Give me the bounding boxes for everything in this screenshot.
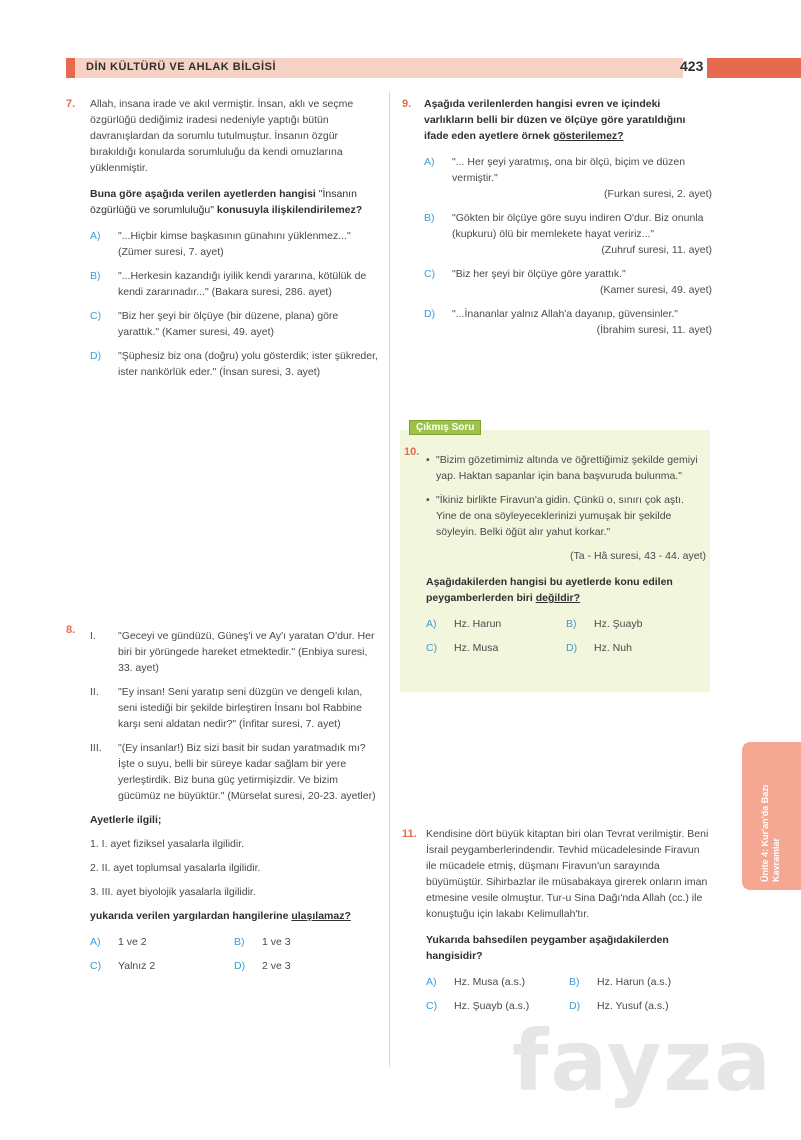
- question-7-prompt-quote: "İnsanın özgürlüğü ve sorumluluğu": [90, 188, 357, 216]
- question-8-item-2: [90, 684, 378, 732]
- question-8-number: 8.: [66, 624, 76, 636]
- question-8-options: [90, 934, 378, 974]
- question-8-option-d[interactable]: [234, 958, 378, 974]
- question-11-options: [426, 974, 712, 1014]
- option-letter: C): [426, 1000, 438, 1012]
- question-8-statement-3: 3. III. ayet biyolojik yasalarla ilgilidir.: [90, 886, 256, 898]
- question-11-option-d[interactable]: [569, 998, 712, 1014]
- question-9-prompt-underline: gösterilemez?: [552, 130, 624, 142]
- question-7-option-d[interactable]: [90, 348, 378, 380]
- question-8-item-3: [90, 740, 378, 804]
- unit-side-tab-label: Ünite 4: Kur'an'da Bazı Kavramlar: [760, 784, 781, 882]
- option-letter: C): [90, 960, 102, 972]
- option-letter: D): [424, 308, 436, 320]
- watermark: fayza: [512, 1012, 773, 1110]
- question-7-number: 7.: [66, 98, 76, 110]
- question-10-option-d[interactable]: [566, 640, 706, 656]
- option-letter: C): [424, 268, 436, 280]
- question-11-option-b[interactable]: [569, 974, 712, 990]
- option-text: Hz. Musa (a.s.): [454, 976, 526, 988]
- option-text: "...İnananlar yalnız Allah'a dayanıp, güvensinler.": [452, 308, 679, 320]
- item-text: "Geceyi ve gündüzü, Güneş'i ve Ay'ı yaratan O'dur. Her biri bir yörüngede hareket etmektedir." (Enbiya suresi, 33. ayet): [118, 630, 375, 674]
- question-7-option-b[interactable]: [90, 268, 378, 300]
- question-11: [426, 826, 712, 1014]
- option-reference: (Zuhruf suresi, 11. ayet): [601, 244, 712, 256]
- option-text: Hz. Şuayb: [594, 618, 643, 630]
- item-text: "(Ey insanlar!) Biz sizi basit bir sudan yaratmadık mı? İşte o suyu, belli bir süreye kadar sağlam bir yere yerleştirdik. Biz buna güç yetirmişizdir. Ve bizim gücümüz ne büyüktür." (Mürselat suresi, 20-23. ayetler): [118, 742, 376, 802]
- question-10-option-c[interactable]: [426, 640, 566, 656]
- question-8-prompt-underline: ulaşılamaz?: [291, 910, 351, 922]
- option-letter: A): [90, 936, 101, 948]
- option-text: 2 ve 3: [262, 960, 291, 972]
- option-letter: D): [566, 642, 578, 654]
- question-9-option-a[interactable]: [424, 154, 712, 202]
- option-letter: A): [90, 230, 101, 242]
- header-accent: [66, 58, 75, 78]
- option-letter: A): [426, 618, 437, 630]
- option-text: "Şüphesiz biz ona (doğru) yolu gösterdik; ister şükreder, ister nankörlük eder." (İnsan suresi, 3. ayet): [118, 350, 378, 378]
- option-reference: (Kamer suresi, 49. ayet): [599, 284, 712, 296]
- question-8-prompt: [90, 908, 378, 924]
- option-text: "... Her şeyi yaratmış, ona bir ölçü, biçim ve düzen vermiştir.": [452, 156, 686, 184]
- option-letter: D): [234, 960, 246, 972]
- option-letter: C): [426, 642, 438, 654]
- question-8: [90, 628, 378, 974]
- option-text: Hz. Şuayb (a.s.): [454, 1000, 530, 1012]
- option-text: "Biz her şeyi bir ölçüye (bir düzene, plana) göre yarattık." (Kamer suresi, 49. ayet): [118, 310, 339, 338]
- page-header-title: DİN KÜLTÜRÜ VE AHLAK BİLGİSİ: [86, 61, 276, 73]
- question-10: [426, 452, 706, 656]
- question-9-option-c[interactable]: [424, 266, 712, 298]
- question-7-option-a[interactable]: [90, 228, 378, 260]
- option-letter: D): [90, 350, 102, 362]
- question-10-reference: (Ta - Hâ suresi, 43 - 44. ayet): [570, 550, 706, 562]
- option-letter: A): [424, 156, 435, 168]
- question-7-option-c[interactable]: [90, 308, 378, 340]
- header-right-band: [707, 58, 801, 78]
- option-letter: B): [566, 618, 577, 630]
- option-text: Hz. Harun: [454, 618, 502, 630]
- question-11-number: 11.: [402, 828, 417, 840]
- option-letter: A): [426, 976, 437, 988]
- option-text: Hz. Yusuf (a.s.): [597, 1000, 669, 1012]
- item-number: II.: [90, 686, 99, 698]
- column-divider: [389, 92, 390, 1067]
- option-letter: D): [569, 1000, 581, 1012]
- question-8-option-a[interactable]: [90, 934, 234, 950]
- option-text: "Biz her şeyi bir ölçüye göre yarattık.": [452, 268, 626, 280]
- question-8-item-1: [90, 628, 378, 676]
- option-reference: (İbrahim suresi, 11. ayet): [596, 324, 712, 336]
- option-reference: (Furkan suresi, 2. ayet): [604, 188, 712, 200]
- question-9-option-d[interactable]: [424, 306, 712, 338]
- question-10-verse-1: • "Bizim gözetimimiz altında ve öğrettiğimiz şekilde gemiyi yap. Haktan sapanlar için bana başvuruda bulunma.": [426, 452, 706, 484]
- option-text: 1 ve 2: [118, 936, 147, 948]
- option-letter: B): [90, 270, 101, 282]
- question-9-option-b[interactable]: [424, 210, 712, 258]
- option-letter: B): [424, 212, 435, 224]
- page-number: 423: [680, 58, 704, 74]
- question-10-prompt-part1: Aşağıdakilerden hangisi bu ayetlerde konu edilen peygamberlerden biri: [426, 576, 673, 604]
- question-8-lead: Ayetlerle ilgili;: [90, 814, 162, 826]
- question-7-prompt-part1: Buna göre aşağıda verilen ayetlerden hangisi: [90, 188, 316, 200]
- question-10-option-b[interactable]: [566, 616, 706, 632]
- question-9-prompt: [424, 96, 712, 144]
- question-8-option-b[interactable]: [234, 934, 378, 950]
- question-7: [90, 96, 378, 388]
- option-text: Hz. Harun (a.s.): [597, 976, 672, 988]
- item-number: III.: [90, 742, 102, 754]
- option-text: 1 ve 3: [262, 936, 291, 948]
- question-8-statement-2: 2. II. ayet toplumsal yasalarla ilgilidir.: [90, 862, 261, 874]
- option-text: Hz. Nuh: [594, 642, 632, 654]
- option-text: "...Hiçbir kimse başkasının günahını yüklenmez..." (Zümer suresi, 7. ayet): [118, 230, 351, 258]
- question-10-number: 10.: [404, 446, 420, 458]
- question-10-options: [426, 616, 706, 656]
- item-text: "Ey insan! Seni yaratıp seni düzgün ve dengeli kılan, seni istediği bir şekilde birleştiren İnsanı bol Rabbine karşı seni aldatan nedir?" (İnfitar suresi, 7. ayet): [118, 686, 363, 730]
- option-text: "...Herkesin kazandığı iyilik kendi yararına, kötülük de kendi zararınadır..." (Bakara suresi, 286. ayet): [118, 270, 367, 298]
- question-10-prompt: [426, 574, 706, 606]
- question-8-statement-1: 1. I. ayet fiziksel yasalarla ilgilidir.: [90, 838, 245, 850]
- question-11-option-a[interactable]: [426, 974, 569, 990]
- question-8-option-c[interactable]: [90, 958, 234, 974]
- option-text: Yalnız 2: [118, 960, 156, 972]
- question-11-prompt: Yukarıda bahsedilen peygamber aşağıdakilerden hangisidir?: [426, 934, 669, 962]
- question-8-prompt-part1: yukarıda verilen yargılardan hangilerine: [90, 910, 289, 922]
- question-9: [424, 96, 712, 346]
- question-10-prompt-underline: değildir?: [535, 592, 581, 604]
- question-9-prompt-part1: Aşağıda verilenlerden hangisi evren ve içindeki varlıkların belli bir düzen ve ölçüye göre yaratıldığını ifade eden ayetlere örnek: [424, 98, 686, 142]
- question-11-option-c[interactable]: [426, 998, 569, 1014]
- item-number: I.: [90, 630, 96, 642]
- question-7-prompt: [90, 186, 378, 218]
- question-11-stem: Kendisine dört büyük kitaptan biri olan Tevrat verilmiştir. Beni İsrail peygamberlerindendir. Tevhid mücadelesinde Firavun ile mücadele etmiş, düşmanı Firavun'un sarayında büyümüştür. Sihirbazlar ile müsabakaya girerek onların iman etmesine vesile olmuştur. Tur-u Sina Dağı'nda Allah (cc.) ile konuştuğu için lakabı Kelimullah'tır.: [426, 828, 709, 920]
- question-7-stem: Allah, insana irade ve akıl vermiştir. İnsan, aklı ve seçme özgürlüğü dediğimiz iradesi nedeniyle yaptığı bütün davranışlardan da sorumlu tutulmuştur. İnsanın özgür bırakıldığı konularda sorumluluğu da kendi omuzlarına yüklenmiştir.: [90, 98, 354, 174]
- question-7-prompt-part2: konusuyla ilişkilendirilemez?: [216, 204, 363, 216]
- option-text: "Gökten bir ölçüye göre suyu indiren O'dur. Biz onunla (kupkuru) ölü bir memlekete hayat veririz...": [452, 212, 704, 240]
- option-letter: C): [90, 310, 102, 322]
- past-exam-label: Çıkmış Soru: [409, 420, 481, 435]
- option-letter: B): [569, 976, 580, 988]
- question-9-number: 9.: [402, 98, 412, 110]
- question-10-option-a[interactable]: [426, 616, 566, 632]
- option-letter: B): [234, 936, 245, 948]
- option-text: Hz. Musa: [454, 642, 499, 654]
- question-10-verse-2: • "İkiniz birlikte Firavun'a gidin. Çünkü o, sınırı çok aştı. Yine de ona söyleyeceklerinizi yumuşak bir şekilde söyleyin. Belki öğüt alır yahut korkar.": [426, 492, 706, 540]
